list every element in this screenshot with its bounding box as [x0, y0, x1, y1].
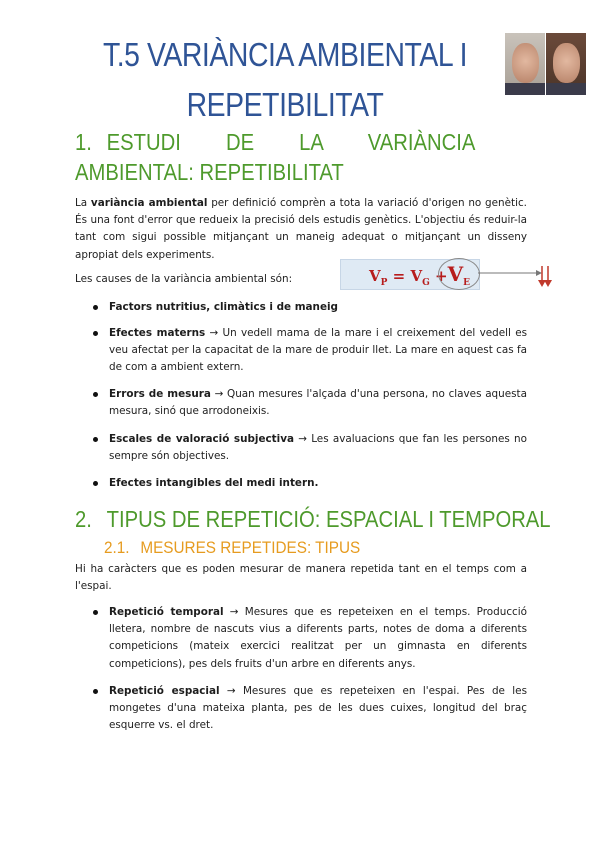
bullet-icon: [93, 689, 98, 694]
section-heading: 1. ESTUDI DE LA VARIÀNCIA AMBIENTAL: REPETIBILITAT: [75, 129, 476, 185]
causes-intro: Les causes de la variància ambiental són:: [75, 273, 293, 285]
author-photo: [505, 33, 545, 95]
author-photo: [546, 33, 586, 95]
arrow-down-icon: [476, 260, 558, 290]
intro-paragraph: La variància ambiental per definició comprèn a tota la variació d'origen no genètic. És una font d'error que redueix la precisió dels estudis genètics. L'objectiu és reduir-la tant com sigui possible mitjançant un maneig adequat o mitjançant un disseny apropiat dels experiments.: [75, 197, 527, 261]
bullet-icon: [93, 331, 98, 336]
bullet-icon: [93, 437, 98, 442]
formula: $V_P = V_G +V_E$: [369, 262, 471, 288]
subsection-heading: 2.1. MESURES REPETIDES: TIPUS: [104, 538, 361, 557]
section-heading-text: ESTUDI DE LA VARIÀNCIA AMBIENTAL: REPETIBILITAT: [75, 129, 476, 185]
bullet-icon: [93, 392, 98, 397]
document-title: T.5 VARIÀNCIA AMBIENTAL I REPETIBILITAT: [102, 36, 468, 123]
bullet-icon: [93, 481, 98, 486]
bullet-icon: [93, 610, 98, 615]
bullet-icon: [93, 305, 98, 310]
section-heading: 2. TIPUS DE REPETICIÓ: ESPACIAL I TEMPORAL: [75, 506, 551, 532]
section-heading-text: TIPUS DE REPETICIÓ: ESPACIAL I TEMPORAL: [106, 506, 551, 532]
section2-intro: Hi ha caràcters que es poden mesurar de manera repetida tant en el temps com a l'espai.: [75, 563, 527, 593]
formula-highlight-circle: [438, 258, 480, 290]
